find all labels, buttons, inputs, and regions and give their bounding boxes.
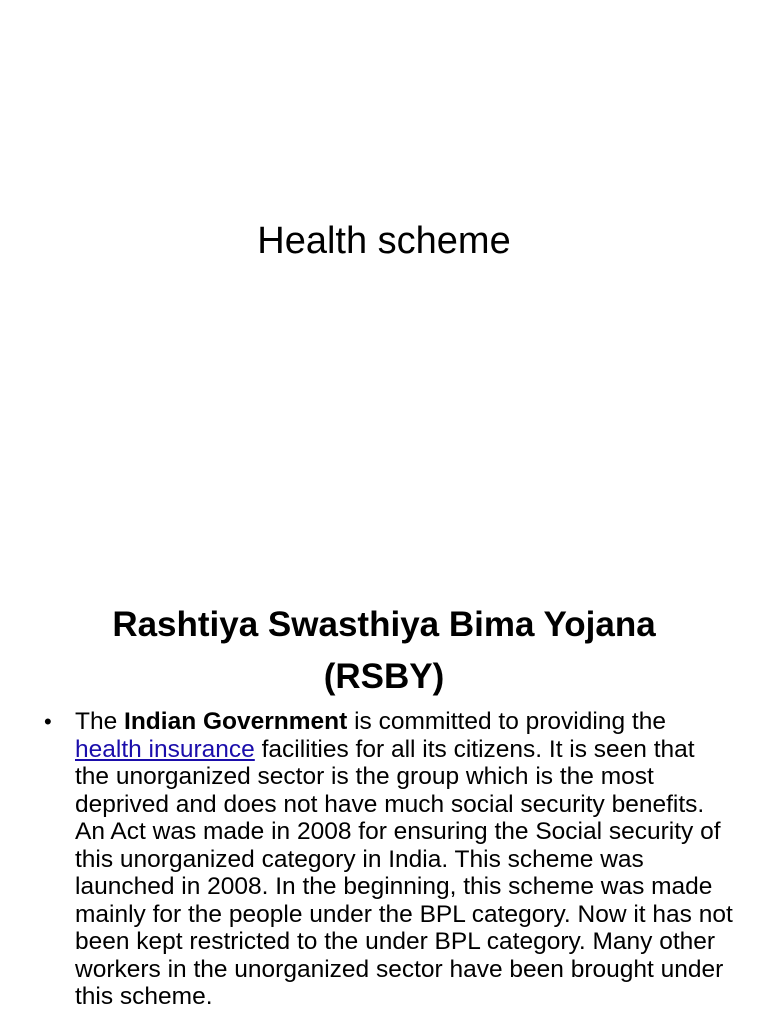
heading-line-1: Rashtiya Swasthiya Bima Yojana — [112, 605, 656, 644]
bullet-item — [44, 708, 734, 1011]
slide-2 — [0, 577, 768, 1024]
slide-title: Health scheme — [257, 220, 511, 262]
health-insurance-link[interactable]: health insurance — [75, 735, 255, 763]
bullet-marker: • — [44, 709, 52, 734]
heading-line-2: (RSBY) — [323, 657, 445, 696]
bullet-text: The — [75, 708, 125, 735]
bullet-text: facilities for all its citizens. It is seen that the unorganized sector is the group which is the most deprived and does not have much social security benefits. An Act was made in 2008 for ensuring the Social security of this unorganized category in India. This scheme was launched in 2008. In the beginning, this scheme was made mainly for the people under the BPL category. Now it has not been kept restricted to the under BPL category. Many other workers in the unorganized sector have been brought under this scheme. — [75, 735, 733, 1010]
bullet-list — [44, 708, 734, 1011]
bold-phrase: Indian Government — [124, 708, 348, 735]
slide-heading — [30, 599, 738, 703]
bullet-text: is committed to providing the — [347, 708, 666, 735]
